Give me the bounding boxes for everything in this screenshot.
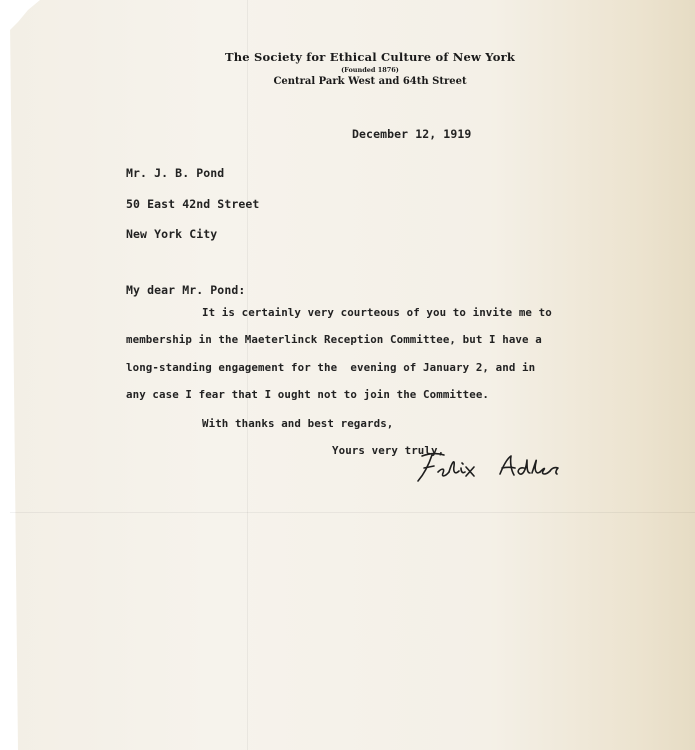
body-line-1: It is certainly very courteous of you to invite me to — [202, 306, 552, 319]
recipient-street: 50 East 42nd Street — [126, 197, 260, 211]
letter-date: December 12, 1919 — [352, 127, 472, 141]
fold-line-vertical — [247, 0, 248, 750]
fold-line-horizontal — [10, 512, 695, 513]
handwritten-signature — [412, 448, 572, 486]
salutation: My dear Mr. Pond: — [126, 283, 246, 297]
recipient-name: Mr. J. B. Pond — [126, 166, 225, 180]
letterhead-address: Central Park West and 64th Street — [273, 76, 467, 87]
letter-closing: Yours very truly, — [332, 444, 445, 457]
letter-thanks: With thanks and best regards, — [202, 417, 394, 430]
body-line-3: long-standing engagement for the evening of January 2, and in — [126, 361, 536, 374]
letter-paper — [10, 0, 695, 750]
letterhead-organization: The Society for Ethical Culture of New York — [224, 50, 515, 64]
body-line-2: membership in the Maeterlinck Reception Committee, but I have a — [126, 333, 542, 346]
body-line-4: any case I fear that I ought not to join the Committee. — [126, 388, 490, 401]
letterhead-founded: (Founded 1876) — [341, 66, 399, 74]
letterhead — [210, 50, 530, 87]
recipient-city: New York City — [126, 227, 218, 241]
